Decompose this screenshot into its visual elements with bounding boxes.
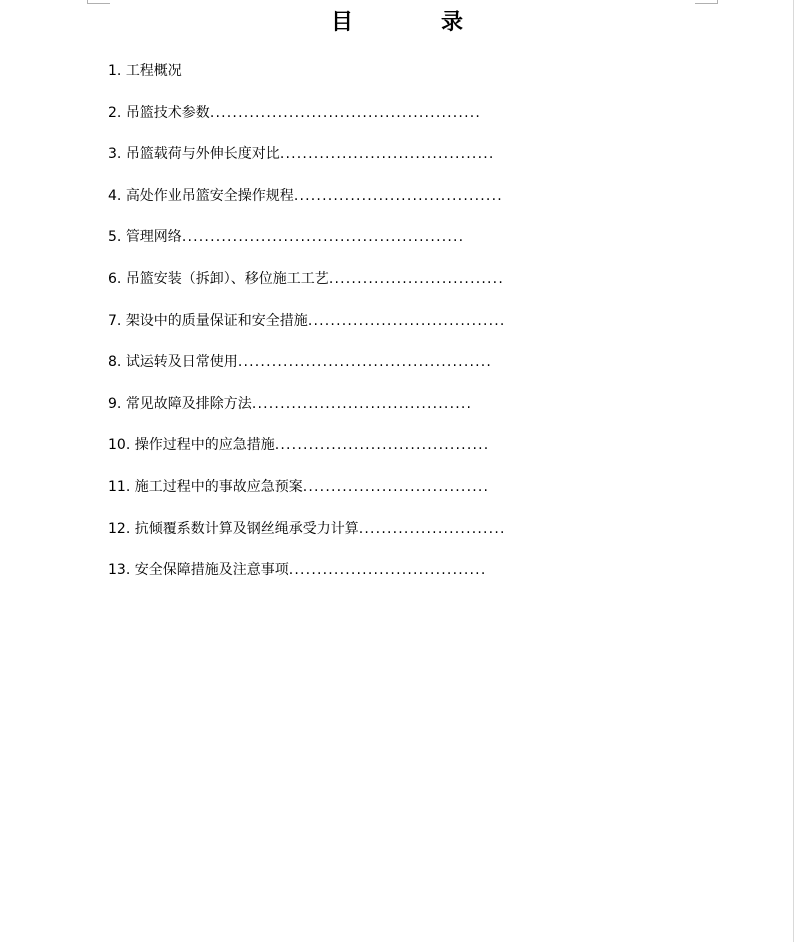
toc-entry-title: 吊篮载荷与外伸长度对比 [125,146,280,163]
toc-entry-title: 吊篮技术参数 [125,104,210,121]
toc-entry-leader-dots: ................................................ [209,104,482,121]
toc-entry-title: 吊篮安装（拆卸）、移位施工工艺 [125,270,329,287]
toc-entry[interactable] [108,224,506,266]
toc-entry-leader-dots: ...................................... [279,146,495,163]
toc-entry-title: 工程概况 [125,63,182,79]
toc-entry-number: 9. [108,395,122,412]
toc-entry[interactable] [108,391,506,433]
toc-entry[interactable] [108,58,506,100]
toc-entry-leader-dots: .................................................. [181,229,465,246]
toc-entry-title: 管理网络 [125,229,182,246]
toc-entry-leader-dots: ................................. [302,478,490,495]
toc-entry-leader-dots: ................................... [307,312,506,329]
toc-entry-leader-dots: ................................... [288,562,487,579]
toc-entry-title: 安全保障措施及注意事项 [134,562,289,579]
toc-entry-title: 施工过程中的事故应急预案 [134,478,303,495]
toc-heading [0,8,794,38]
toc-entry-leader-dots: ............................... [328,270,504,287]
toc-entry-number: 13. [108,562,131,579]
toc-entry[interactable] [108,183,506,225]
toc-entry-number: 2. [108,104,122,121]
toc-entry-leader-dots: ....................................... [251,395,473,412]
toc-entry-leader-dots: ...................................... [274,437,490,454]
toc-entry[interactable] [108,100,506,142]
toc-heading-part1: 目 [330,10,353,35]
corner-mark-left [87,0,110,4]
toc-entry[interactable] [108,308,506,350]
toc-entry[interactable] [108,557,506,599]
toc-entry-leader-dots: ..................................... [293,187,503,204]
toc-entry-title: 高处作业吊篮安全操作规程 [125,187,294,204]
toc-entry-number: 6. [108,270,122,287]
toc-entry[interactable] [108,516,506,558]
toc-entry-number: 3. [108,146,122,163]
toc-entry-title: 抗倾覆系数计算及钢丝绳承受力计算 [134,520,359,537]
toc-entry-number: 11. [108,478,131,495]
toc-entry-number: 10. [108,437,131,454]
toc-entry[interactable] [108,432,506,474]
toc-entry-title: 常见故障及排除方法 [125,395,252,412]
toc-list [108,58,506,599]
toc-entry-title: 试运转及日常使用 [125,354,238,371]
corner-mark-right [695,0,718,4]
toc-entry[interactable] [108,349,506,391]
toc-entry[interactable] [108,141,506,183]
toc-entry-number: 1. [108,63,122,79]
toc-entry-number: 8. [108,354,122,371]
toc-entry-leader-dots: .......................... [358,520,506,537]
toc-entry-number: 4. [108,187,122,204]
toc-entry[interactable] [108,266,506,308]
toc-entry-number: 5. [108,229,122,246]
toc-entry-number: 7. [108,312,122,329]
toc-entry-leader-dots: ............................................. [237,354,493,371]
toc-entry-number: 12. [108,520,131,537]
toc-entry-title: 操作过程中的应急措施 [134,437,275,454]
toc-entry-title: 架设中的质量保证和安全措施 [125,312,308,329]
toc-heading-part2: 录 [441,10,464,35]
toc-entry[interactable] [108,474,506,516]
